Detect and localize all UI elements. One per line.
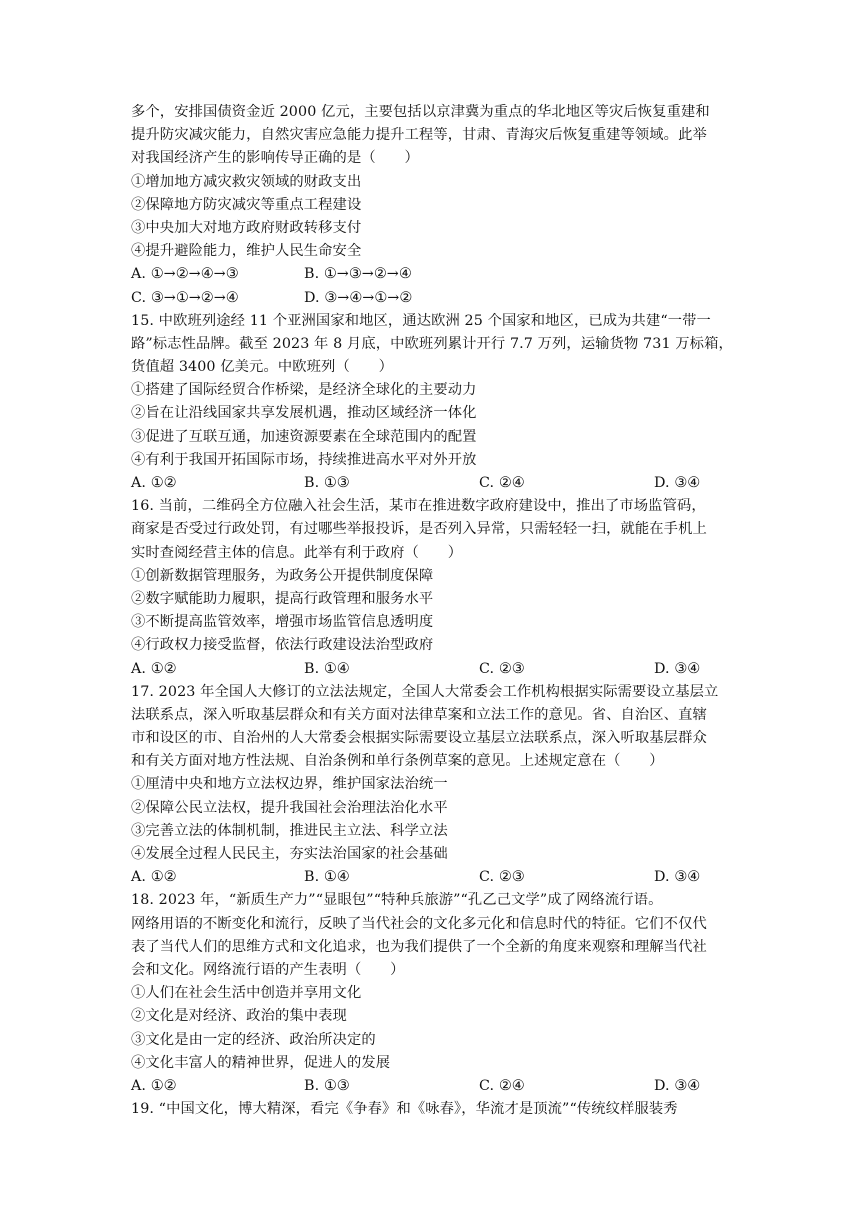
question-stem-line: 16. 当前，二维码全方位融入社会生活，某市在推进数字政府建设中，推出了市场监管码， [131, 498, 706, 515]
question-stem-line: 多个，安排国债资金近 2000 亿元，主要包括以京津冀为重点的华北地区等灾后恢复重建和 [131, 104, 710, 120]
answer-options-row [131, 1075, 735, 1098]
answer-option-a: A. ①② [131, 869, 177, 886]
answer-option-d: D. ③④ [654, 1077, 701, 1094]
question-18 [131, 889, 735, 1098]
answer-option-d: D. ③④ [654, 869, 701, 886]
question-stem-line: 网络用语的不断变化和流行，反映了当代社会的文化多元化和信息时代的特征。它们不仅代 [131, 915, 707, 932]
statement-item: ④文化丰富人的精神世界，促进人的发展 [131, 1054, 391, 1071]
question-stem-line: 18. 2023 年，“新质生产力”“显眼包”“特种兵旅游”“孔乙己文学”成了网络流行语。 [131, 892, 663, 909]
statement-item: ②保障地方防灾减灾等重点工程建设 [131, 196, 362, 213]
statement-item: ③不断提高监管效率，增强市场监管信息透明度 [131, 614, 434, 631]
question-14 [131, 101, 735, 310]
statement-item: ②旨在让沿线国家共享发展机遇，推动区域经济一体化 [131, 405, 477, 422]
answer-option-a: A. ①② [131, 1077, 177, 1094]
statement-item: ①增加地方减灾救灾领域的财政支出 [131, 173, 362, 190]
statement-item: ④提升避险能力，维护人民生命安全 [131, 243, 362, 260]
answer-option-c: C. ②③ [479, 660, 525, 677]
answer-option-a: A. ①→②→④→③ [131, 266, 239, 283]
statement-item: ④发展全过程人民民主，夯实法治国家的社会基础 [131, 846, 448, 862]
question-15 [131, 310, 735, 496]
answer-option-b: B. ①④ [304, 660, 350, 677]
statement-item: ②数字赋能助力履职，提高行政管理和服务水平 [131, 590, 434, 607]
statement-item: ①人们在社会生活中创造并享用文化 [131, 985, 362, 1002]
statement-item: ①创新数据管理服务，为政务公开提供制度保障 [131, 567, 434, 584]
answer-option-d: D. ③④ [654, 660, 701, 677]
question-stem-line: 实时查阅经营主体的信息。此举有利于政府（ ） [131, 544, 463, 561]
answer-option-a: A. ①② [131, 475, 177, 491]
question-17 [131, 681, 735, 890]
answer-option-c: C. ③→①→②→④ [131, 289, 239, 306]
statement-item: ②保障公民立法权，提升我国社会治理法治化水平 [131, 799, 448, 816]
question-stem-line: 15. 中欧班列途经 11 个亚洲国家和地区，通达欧洲 25 个国家和地区，已成为共建“一带一 [131, 312, 711, 329]
question-stem-line: 法联系点，深入听取基层群众和有关方面对法律草案和立法工作的意见。省、自治区、直辖 [131, 706, 707, 723]
answer-option-c: C. ②③ [479, 869, 525, 886]
statement-item: ③完善立法的体制机制，推进民主立法、科学立法 [131, 822, 448, 839]
answer-option-b: B. ①④ [304, 869, 350, 886]
answer-options-row [131, 287, 735, 310]
answer-option-b: B. ①③ [304, 475, 350, 491]
answer-options-row [131, 866, 735, 889]
answer-option-c: C. ②④ [479, 475, 525, 491]
question-stem-line: 会和文化。网络流行语的产生表明（ ） [131, 961, 405, 978]
answer-option-c: C. ②④ [479, 1077, 525, 1094]
question-stem-line: 路”标志性品牌。截至 2023 年 8 月底，中欧班列累计开行 7.7 万列，运输货物 731 万标箱， [131, 335, 733, 352]
answer-options-row [131, 658, 735, 681]
question-stem-line: 市和设区的市、自治州的人大常委会根据实际需要设立基层立法联系点，深入听取基层群众 [131, 730, 707, 747]
answer-options-row [131, 263, 735, 286]
question-stem-line: 19. “中国文化，博大精深，看完《争春》和《咏春》，华流才是顶流”“传统纹样服装秀 [131, 1101, 678, 1118]
question-stem-line: 表了当代人们的思维方式和文化追求，也为我们提供了一个全新的角度来观察和理解当代社 [131, 938, 707, 955]
statement-item: ②文化是对经济、政治的集中表现 [131, 1008, 347, 1025]
question-19 [131, 1098, 735, 1121]
exam-content [131, 101, 735, 1121]
statement-item: ④有利于我国开拓国际市场，持续推进高水平对外开放 [131, 451, 477, 468]
answer-option-d: D. ③→④→①→② [304, 289, 413, 306]
question-stem-line: 17. 2023 年全国人大修订的立法法规定，全国人大常委会工作机构根据实际需要设立基层立 [131, 683, 719, 700]
question-stem-line: 货值超 3400 亿美元。中欧班列（ ） [131, 359, 394, 376]
statement-item: ③促进了互联互通，加速资源要素在全球范围内的配置 [131, 428, 477, 445]
statement-item: ③文化是由一定的经济、政治所决定的 [131, 1031, 376, 1048]
question-stem-line: 对我国经济产生的影响传导正确的是（ ） [131, 150, 419, 167]
question-stem-line: 和有关方面对地方性法规、自治条例和单行条例草案的意见。上述规定意在（ ） [131, 753, 664, 770]
question-16 [131, 495, 735, 681]
answer-option-b: B. ①③ [304, 1077, 350, 1094]
statement-item: ①厘清中央和地方立法权边界，维护国家法治统一 [131, 776, 448, 793]
statement-item: ④行政权力接受监督，依法行政建设法治型政府 [131, 637, 434, 654]
question-stem-line: 提升防灾减灾能力，自然灾害应急能力提升工程等，甘肃、青海灾后恢复重建等领域。此举 [131, 127, 707, 144]
answer-option-d: D. ③④ [654, 475, 701, 491]
answer-option-b: B. ①→③→②→④ [304, 266, 412, 283]
answer-options-row [131, 472, 735, 495]
statement-item: ③中央加大对地方政府财政转移支付 [131, 219, 362, 236]
question-stem-line: 商家是否受过行政处罚，有过哪些举报投诉，是否列入异常，只需轻轻一扫，就能在手机上 [131, 521, 707, 538]
answer-option-a: A. ①② [131, 660, 177, 677]
statement-item: ①搭建了国际经贸合作桥梁，是经济全球化的主要动力 [131, 382, 477, 399]
